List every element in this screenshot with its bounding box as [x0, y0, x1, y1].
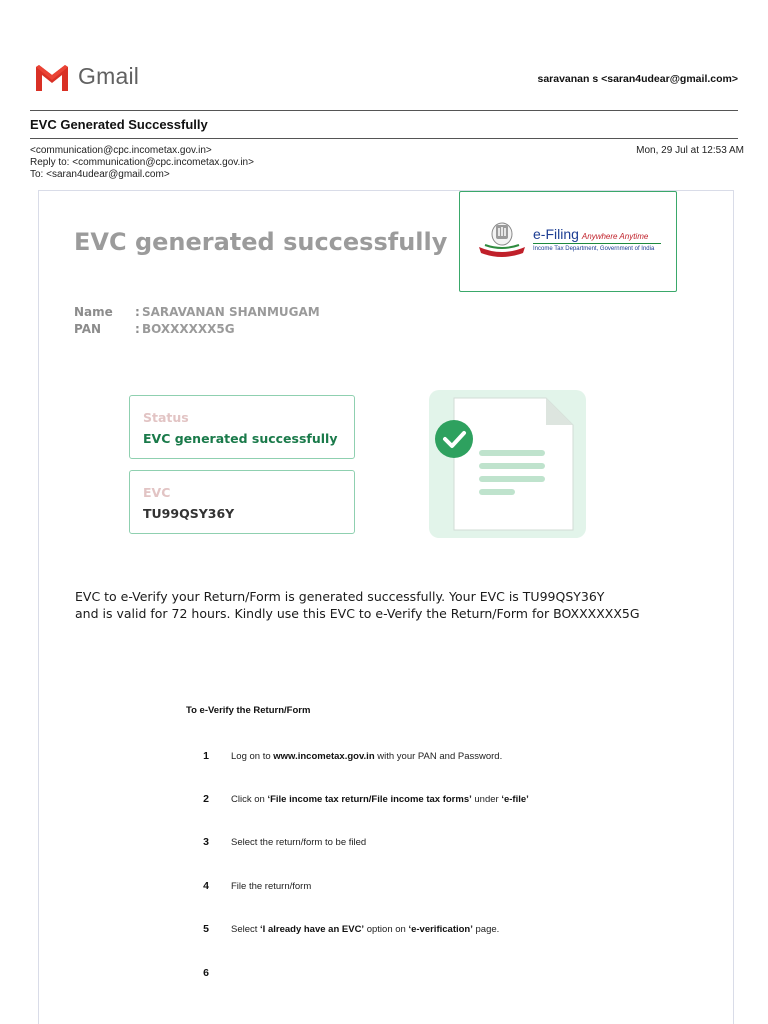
efiling-title: [533, 226, 648, 242]
email-date: Mon, 29 Jul at 12:53 AM: [636, 145, 744, 156]
status-value: EVC generated successfully: [143, 431, 338, 446]
pan-colon: :: [135, 322, 140, 336]
step-number: 1: [203, 750, 209, 762]
step-number: 6: [203, 967, 209, 979]
gmail-brand: Gmail: [78, 63, 140, 89]
step-number: 5: [203, 923, 209, 935]
pan-value: BOXXXXXX5G: [142, 322, 235, 336]
step-text: Log on to www.incometax.gov.in with your PAN and Password.: [231, 751, 503, 762]
evc-label: EVC: [143, 485, 171, 500]
email-subject: EVC Generated Successfully: [30, 117, 208, 132]
evc-message: [75, 588, 715, 622]
evc-value: TU99QSY36Y: [143, 506, 235, 521]
step-number: 2: [203, 793, 209, 805]
name-label: Name: [74, 305, 113, 319]
emblem-icon: [475, 221, 529, 259]
status-card: [129, 395, 355, 459]
page-title: EVC generated successfully: [74, 228, 448, 256]
pan-label: PAN: [74, 322, 102, 336]
name-value: SARAVANAN SHANMUGAM: [142, 305, 320, 319]
step-number: 4: [203, 880, 209, 892]
status-label: Status: [143, 410, 189, 425]
email-reply-to: Reply to: <communication@cpc.incometax.gov.in>: [30, 157, 254, 168]
step-link[interactable]: www.incometax.gov.in: [273, 751, 375, 762]
efiling-tagline: Anywhere Anytime: [581, 232, 649, 241]
evc-card: [129, 470, 355, 534]
step-text: Select the return/form to be filed: [231, 837, 367, 848]
efiling-title-text: e-Filing: [533, 226, 579, 242]
document-check-icon: [429, 390, 586, 538]
step-number: 3: [203, 836, 209, 848]
account-email: saravanan s <saran4udear@gmail.com>: [537, 73, 738, 85]
step-text: File the return/form: [231, 881, 312, 892]
name-colon: :: [135, 305, 140, 319]
divider: [30, 138, 738, 139]
email-to: To: <saran4udear@gmail.com>: [30, 169, 170, 180]
efiling-subtitle: Income Tax Department, Government of India: [533, 246, 655, 252]
evc-message-line-1: EVC to e-Verify your Return/Form is generated successfully. Your EVC is TU99QSY36Y: [75, 589, 605, 604]
efiling-underline: [533, 243, 661, 244]
gmail-logo-icon: [34, 63, 70, 93]
divider: [30, 110, 738, 111]
email-from: <communication@cpc.incometax.gov.in>: [30, 145, 212, 156]
evc-message-line-2: and is valid for 72 hours. Kindly use this EVC to e-Verify the Return/Form for BOXXXXXX5G: [75, 606, 640, 621]
step-text: Select ‘I already have an EVC’ option on ‘e-verification’ page.: [231, 924, 500, 935]
step-text: Click on ‘File income tax return/File income tax forms’ under ‘e-file’: [231, 794, 529, 805]
steps-title: To e-Verify the Return/Form: [186, 705, 311, 716]
